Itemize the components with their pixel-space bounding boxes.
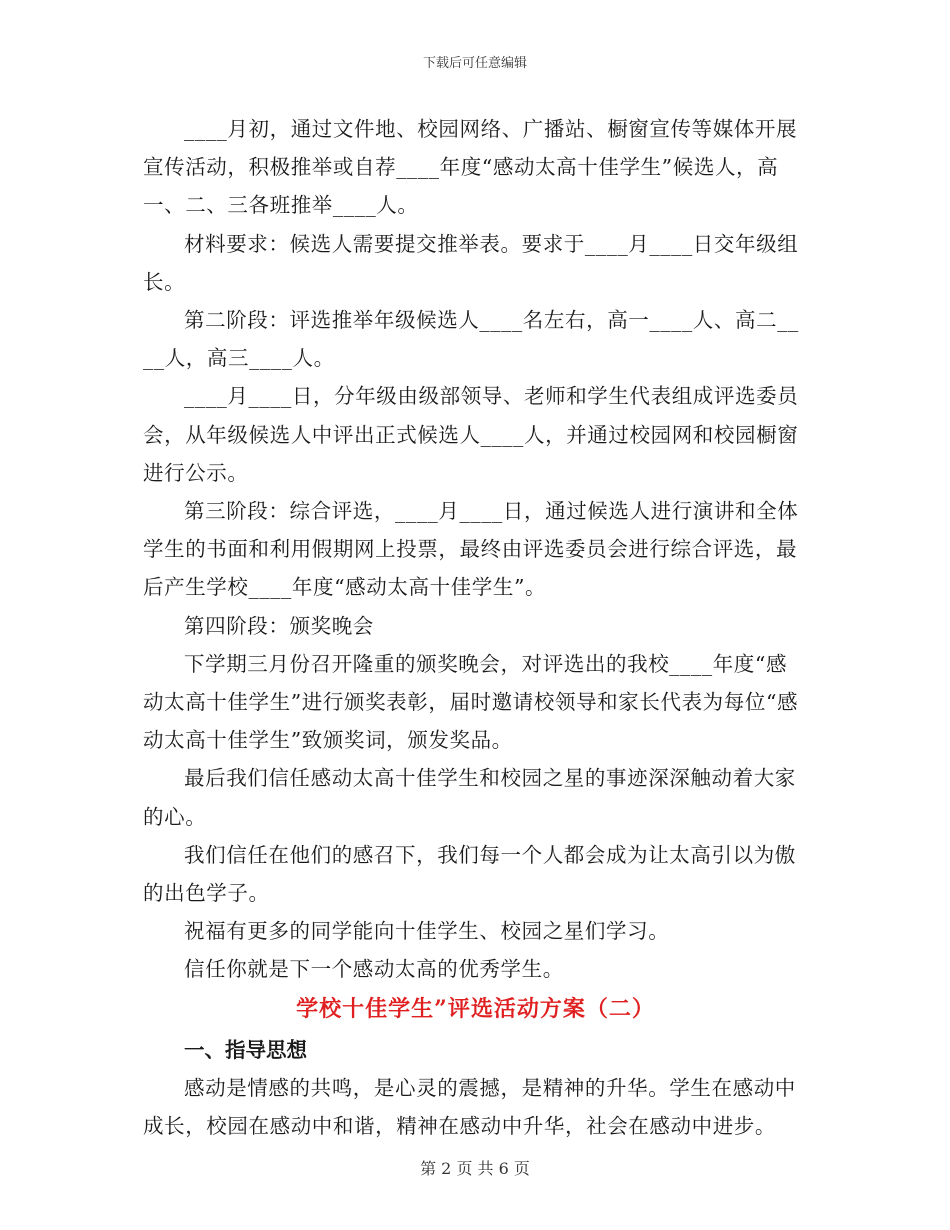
- paragraph-award-ceremony: 下学期三月份召开隆重的颁奖晚会，对评选出的我校____年度“感动太高十佳学生”进行颁奖表彰，届时邀请校领导和家长代表为每位“感动太高十佳学生”致颁奖词，颁发奖品。: [143, 651, 799, 753]
- section-heading-guiding-ideology: 一、指导思想: [184, 1037, 307, 1062]
- paragraph-closing-1: 最后我们信任感动太高十佳学生和校园之星的事迹深深触动着大家的心。: [143, 766, 796, 829]
- section-title: 学校十佳学生”评选活动方案（二）: [296, 995, 655, 1022]
- page-header: 下载后可任意编辑: [422, 56, 527, 71]
- paragraph-material-requirements: 材料要求：候选人需要提交推举表。要求于____月____日交年级组长。: [143, 231, 799, 294]
- paragraph-closing-2: 我们信任在他们的感召下，我们每一个人都会成为让太高引以为傲的出色学子。: [143, 842, 796, 906]
- page-footer: 第 2 页 共 6 页: [420, 1159, 530, 1178]
- paragraph-stage-two: 第二阶段：评选推举年级候选人____名左右，高一____人、高二____人，高三____人。: [143, 308, 799, 371]
- paragraph-closing-3: 祝福有更多的同学能向十佳学生、校园之星们学习。: [184, 919, 670, 944]
- paragraph-committee: ____月____日，分年级由级部领导、老师和学生代表组成评选委员会，从年级候选人中评出正式候选人____人，并通过校园网和校园橱窗进行公示。: [143, 384, 799, 485]
- document-body: [143, 110, 808, 1145]
- paragraph-stage-three: 第三阶段：综合评选，____月____日，通过候选人进行演讲和全体学生的书面和利用假期网上投票，最终由评选委员会进行综合评选，最后产生学校____年度“感动太高十佳学生”。: [143, 499, 799, 600]
- paragraph-closing-4: 信任你就是下一个感动太高的优秀学生。: [184, 957, 564, 982]
- paragraph-stage-four: 第四阶段：颁奖晚会: [184, 613, 374, 638]
- paragraph-guiding-ideology: 感动是情感的共鸣，是心灵的震撼，是精神的升华。学生在感动中成长，校园在感动中和谐，精神在感动中升华，社会在感动中进步。: [143, 1075, 796, 1138]
- paragraph-publicity: ____月初，通过文件地、校园网络、广播站、橱窗宣传等媒体开展宣传活动，积极推举或自荐____年度“感动太高十佳学生”候选人，高一、二、三各班推举____人。: [143, 117, 798, 218]
